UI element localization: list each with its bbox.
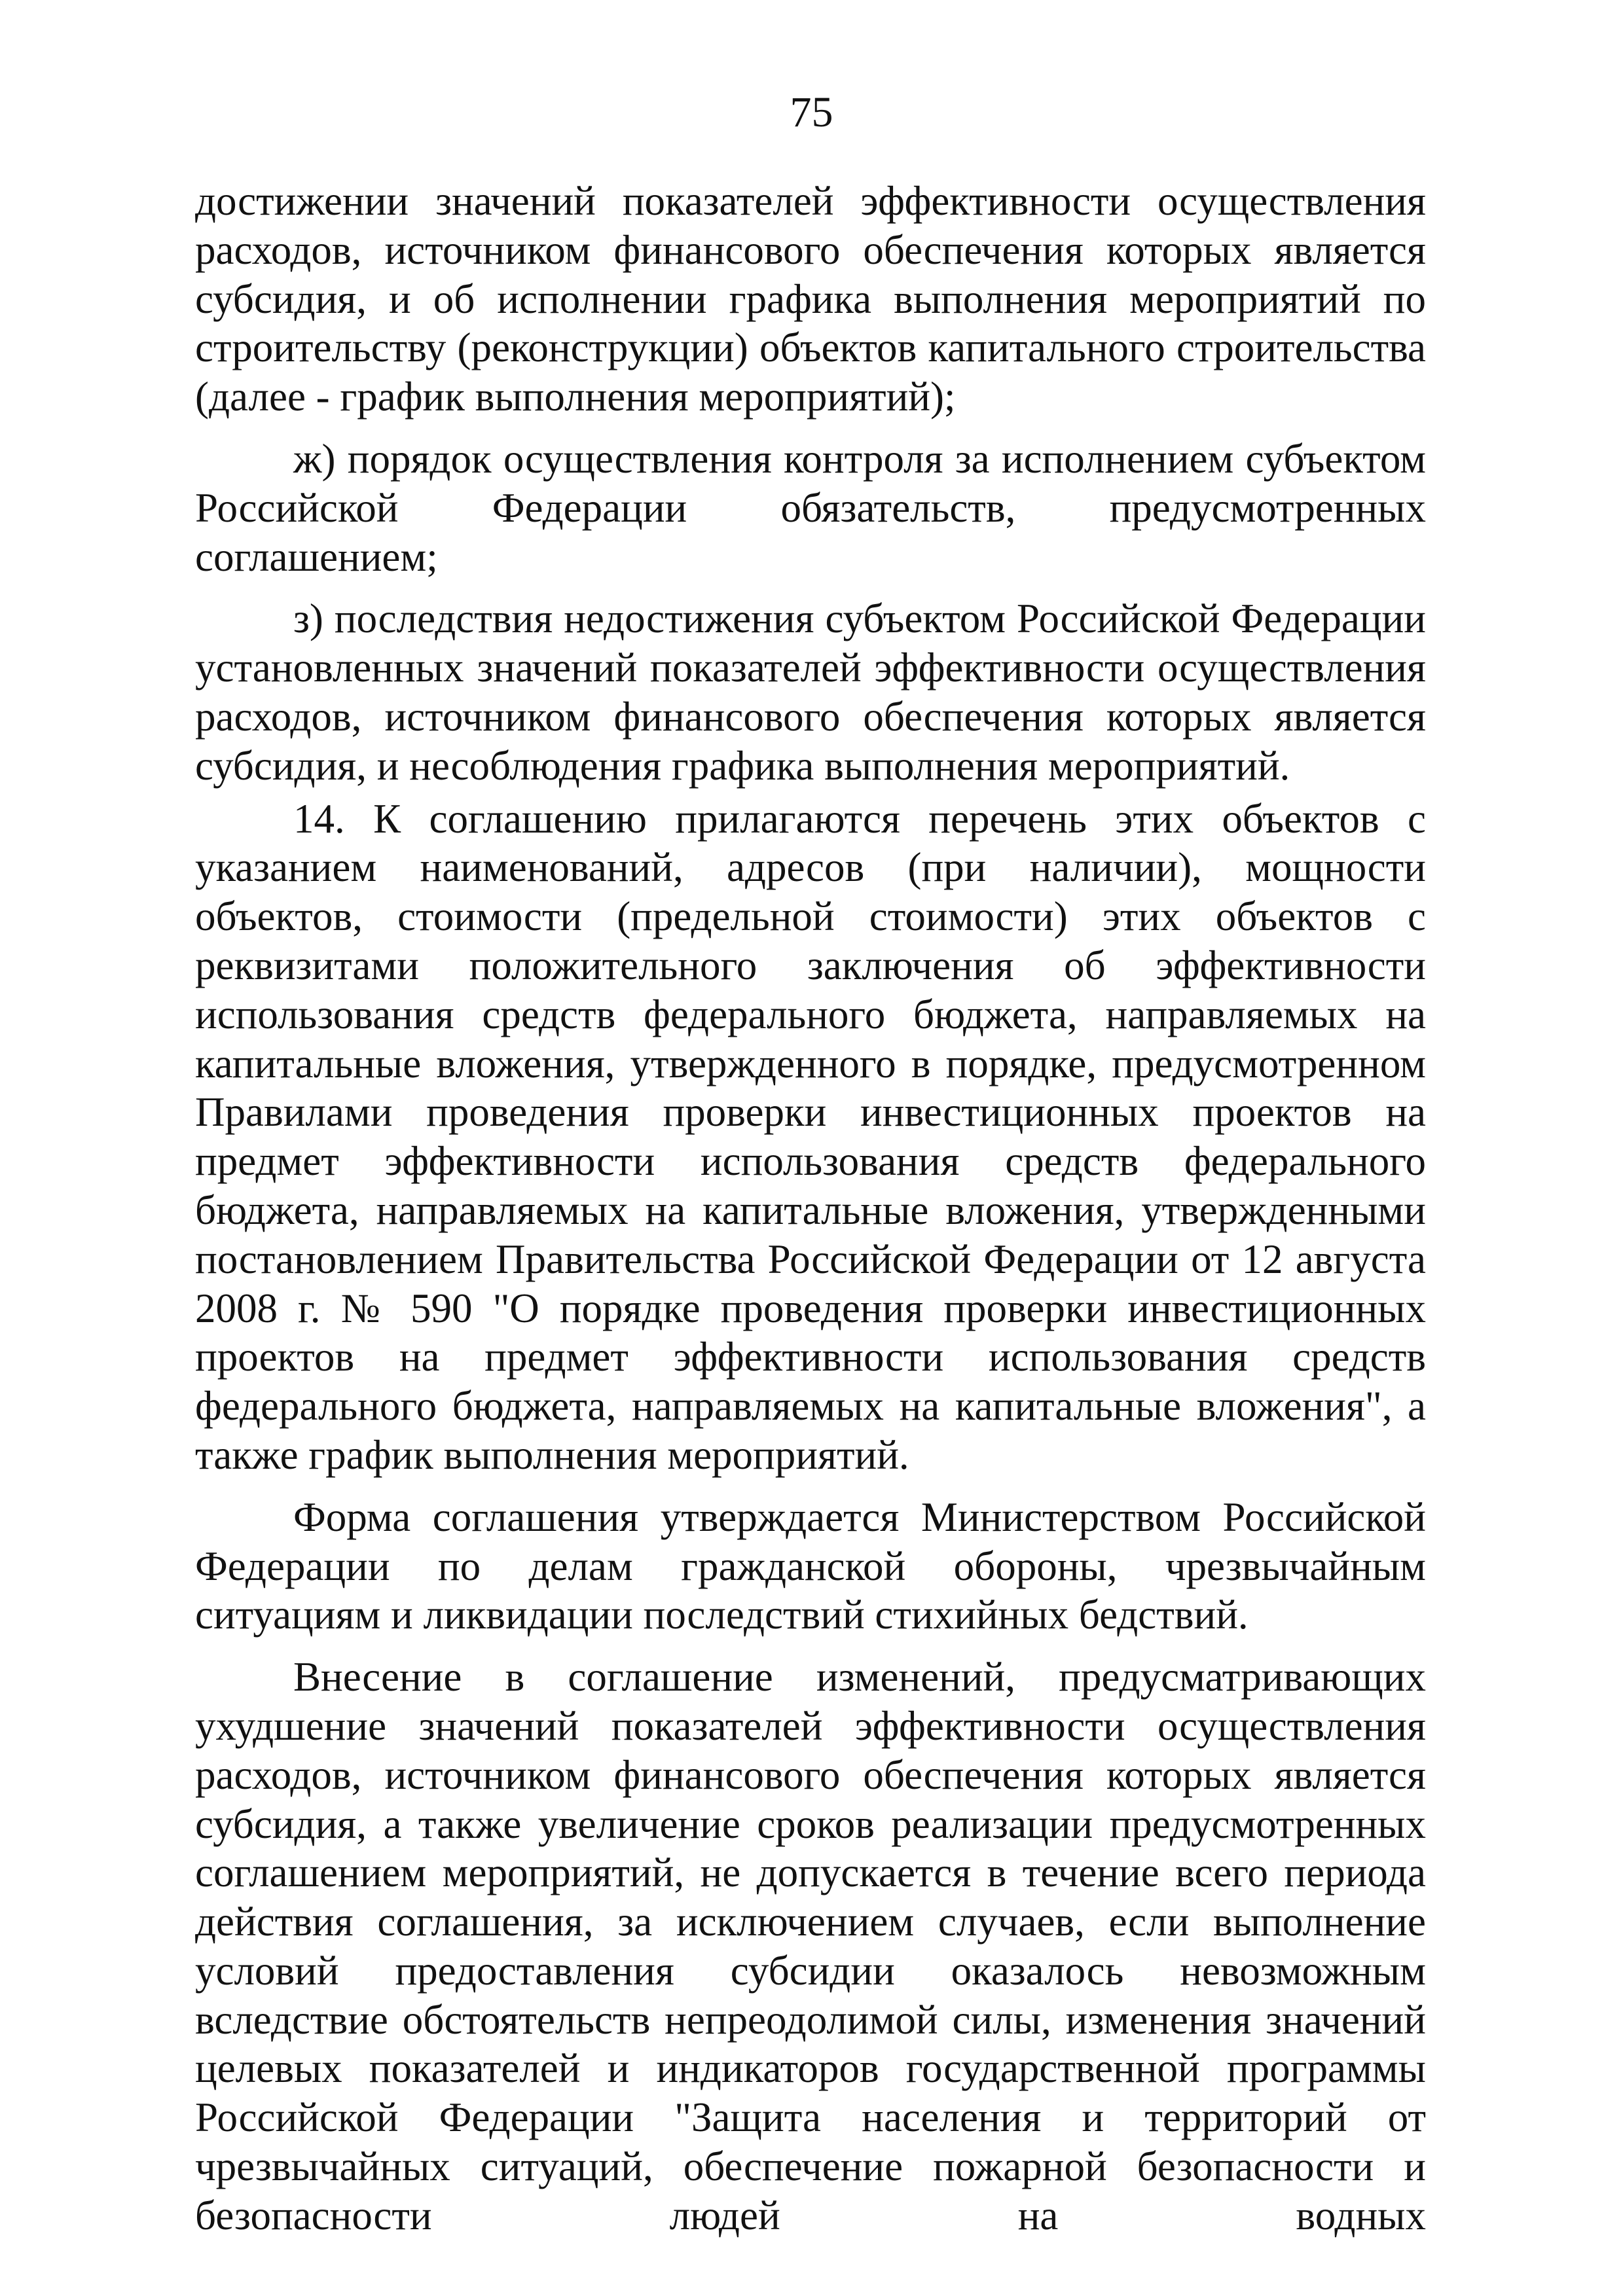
paragraph-continuation: достижении значений показателей эффективности осуществления расходов, источником финансового обеспечения которых является субсидия, и об исполнении графика выполнения мероприятий по строительству (реконструкции) объектов капитального строительства (далее - график выполнения мероприятий); (195, 178, 1426, 420)
paragraph-agreement-form: Форма соглашения утверждается Министерством Российской Федерации по делам гражданской обороны, чрезвычайным ситуациям и ликвидации последствий стихийных бедствий. (195, 1494, 1426, 1638)
paragraph-item-zh: ж) порядок осуществления контроля за исполнением субъектом Российской Федерации обязательств, предусмотренных соглашением; (195, 435, 1426, 580)
paragraph-item-z: з) последствия недостижения субъектом Российской Федерации установленных значений показателей эффективности осуществления расходов, источником финансового обеспечения которых является субсидия, и несоблюдения графика выполнения мероприятий. (195, 596, 1426, 789)
paragraph-agreement-changes: Внесение в соглашение изменений, предусматривающих ухудшение значений показателей эффективности осуществления расходов, источником финансового обеспечения которых является субсидия, а также увеличение сроков реализации предусмотренных соглашением мероприятий, не допускается в течение всего периода действия соглашения, за исключением случаев, если выполнение условий предоставления субсидии оказалось невозможным вследствие обстоятельств непреодолимой силы, изменения значений целевых показателей и индикаторов государственной программы Российской Федерации "Защита населения и территорий от чрезвычайных ситуаций, обеспечение пожарной безопасности и безопасности людей на водных (195, 1654, 1426, 2238)
page-number: 75 (790, 88, 833, 136)
document-body (195, 177, 1426, 2240)
paragraph-14: 14. К соглашению прилагаются перечень этих объектов с указанием наименований, адресов (при наличии), мощности объектов, стоимости (предельной стоимости) этих объектов с реквизитами положительного заключения об эффективности использования средств федерального бюджета, направляемых на капитальные вложения, утвержденного в порядке, предусмотренном Правилами проведения проверки инвестиционных проектов на предмет эффективности использования средств федерального бюджета, направляемых на капитальные вложения, утвержденными постановлением Правительства Российской Федерации от 12 августа 2008 г. № 590 "О порядке проведения проверки инвестиционных проектов на предмет эффективности использования средств федерального бюджета, направляемых на капитальные вложения", а также график выполнения мероприятий. (195, 795, 1426, 1478)
